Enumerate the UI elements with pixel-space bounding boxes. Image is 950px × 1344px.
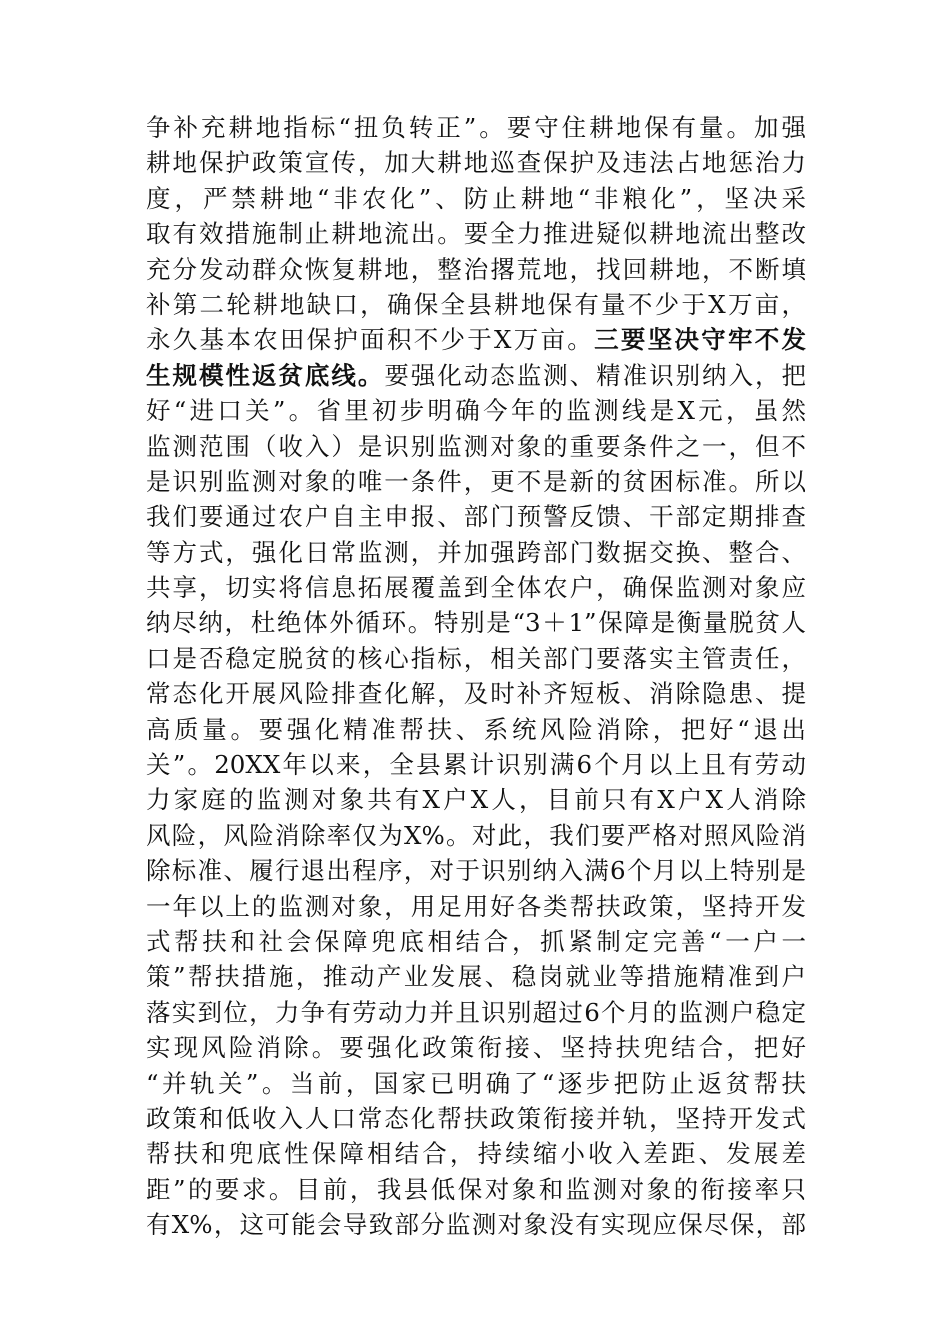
text-line [146,1136,806,1171]
text-line [146,252,806,287]
text-line [146,676,806,711]
text-line [146,605,806,640]
bold-text-segment: 生规模性返贫底线。 [146,360,385,390]
text-line [146,1207,806,1242]
bold-text-segment: 三要坚决守牢不发 [594,325,806,355]
text-segment: 关”。20XX年以来，全县累计识别满6个月以上且有劳动 [146,750,806,780]
text-line [146,959,806,994]
text-line [146,782,806,817]
text-segment: 争补充耕地指标“扭负转正”。要守住耕地保有量。加强 [146,113,806,142]
text-segment: 除标准、履行退出程序，对于识别纳入满6个月以上特别是 [146,856,806,886]
text-segment: 高质量。要强化精准帮扶、系统风险消除，把好“退出 [146,714,806,744]
text-line [146,712,806,747]
text-line [146,216,806,251]
text-segment: 落实到位，力争有劳动力并且识别超过6个月的监测户稳定 [146,997,806,1027]
text-segment: 策”帮扶措施，推动产业发展、稳岗就业等措施精准到户 [146,962,806,992]
text-line [146,995,806,1030]
body-text [146,110,806,1243]
text-line [146,1030,806,1065]
text-segment: 距”的要求。目前，我县低保对象和监测对象的衔接率只 [146,1174,806,1204]
text-segment: 风险，风险消除率仅为X%。对此，我们要严格对照风险消 [146,820,806,850]
text-segment: 要强化动态监测、精准识别纳入，把 [384,360,806,390]
text-line [146,1172,806,1207]
text-segment: 监测范围（收入）是识别监测对象的重要条件之一，但不 [146,431,806,461]
text-line [146,464,806,499]
text-segment: 实现风险消除。要强化政策衔接、坚持扶兜结合，把好 [146,1033,806,1063]
text-segment: 我们要通过农户自主申报、部门预警反馈、干部定期排查 [146,502,806,532]
text-line [146,358,806,393]
text-segment: 常态化开展风险排查化解，及时补齐短板、消除隐患、提 [146,679,806,709]
text-segment: “并轨关”。当前，国家已明确了“逐步把防止返贫帮扶 [146,1068,806,1098]
text-line [146,889,806,924]
text-line [146,1066,806,1101]
text-segment: 一年以上的监测对象，用足用好各类帮扶政策，坚持开发 [146,891,806,921]
text-segment: 补第二轮耕地缺口，确保全县耕地保有量不少于X万亩， [146,289,806,319]
text-line [146,570,806,605]
text-segment: 口是否稳定脱贫的核心指标，相关部门要落实主管责任， [146,643,806,673]
text-segment: 是识别监测对象的唯一条件，更不是新的贫困标准。所以 [146,466,806,496]
text-line [146,747,806,782]
text-line [146,1101,806,1136]
text-segment: 式帮扶和社会保障兜底相结合，抓紧制定完善“一户一 [146,926,806,956]
text-line [146,641,806,676]
text-segment: 充分发动群众恢复耕地，整治撂荒地，找回耕地，不断填 [146,254,806,284]
text-segment: 纳尽纳，杜绝体外循环。特别是“3＋1”保障是衡量脱贫人 [146,608,806,638]
text-line [146,181,806,216]
text-line [146,924,806,959]
text-line [146,145,806,180]
text-line [146,499,806,534]
text-segment: 共享，切实将信息拓展覆盖到全体农户，确保监测对象应 [146,573,806,603]
text-segment: 度，严禁耕地“非农化”、防止耕地“非粮化”，坚决采 [146,183,806,213]
text-segment: 耕地保护政策宣传，加大耕地巡查保护及违法占地惩治力 [146,148,806,178]
text-line [146,429,806,464]
text-segment: 有X%，这可能会导致部分监测对象没有实现应保尽保，部 [146,1210,806,1240]
text-line [146,287,806,322]
text-segment: 好“进口关”。省里初步明确今年的监测线是X元，虽然 [146,396,806,426]
text-segment: 等方式，强化日常监测，并加强跨部门数据交换、整合、 [146,537,806,567]
text-segment: 取有效措施制止耕地流出。要全力推进疑似耕地流出整改 [146,219,806,249]
text-line [146,853,806,888]
text-line [146,322,806,357]
text-segment: 力家庭的监测对象共有X户X人，目前只有X户X人消除 [146,785,806,815]
text-line [146,110,806,145]
text-line [146,818,806,853]
text-line [146,393,806,428]
text-segment: 帮扶和兜底性保障相结合，持续缩小收入差距、发展差 [146,1139,806,1169]
text-segment: 政策和低收入人口常态化帮扶政策衔接并轨，坚持开发式 [146,1103,806,1133]
text-line [146,535,806,570]
text-segment: 永久基本农田保护面积不少于X万亩。 [146,325,595,355]
